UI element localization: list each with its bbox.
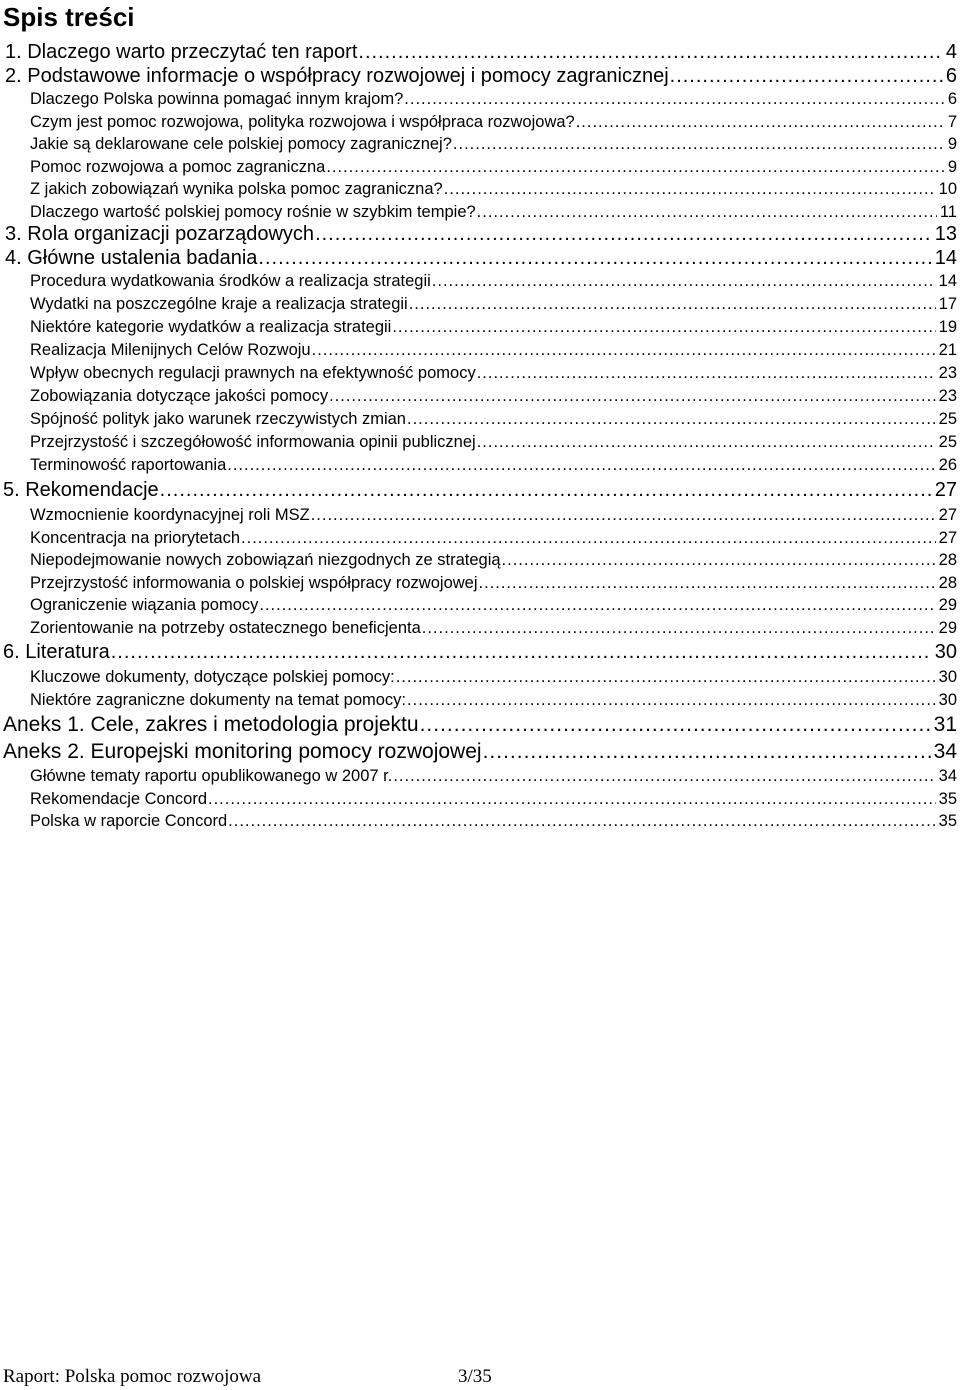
- toc-entry[interactable]: [0, 666, 960, 689]
- toc-entry-page-number: 23: [936, 385, 957, 408]
- toc-entry[interactable]: [0, 247, 960, 271]
- toc-entry-label: Przejrzystość informowania o polskiej współpracy rozwojowej: [30, 572, 479, 595]
- toc-dot-leader: [326, 156, 945, 179]
- toc-dot-leader: [407, 408, 936, 431]
- toc-entry-label: Czym jest pomoc rozwojowa, polityka rozwojowa i współpraca rozwojowa?: [30, 111, 576, 134]
- toc-dot-leader: [422, 617, 936, 640]
- toc-entry-label: Aneks 1. Cele, zakres i metodologia projektu: [3, 713, 419, 736]
- toc-entry[interactable]: [0, 293, 960, 316]
- toc-entry-page-number: 6: [943, 65, 957, 89]
- toc-entry-page-number: 6: [945, 88, 957, 111]
- toc-dot-leader: [420, 711, 931, 738]
- toc-entry-label: Wzmocnienie koordynacyjnej roli MSZ: [30, 504, 311, 527]
- toc-entry-label: Pomoc rozwojowa a pomoc zagraniczna: [30, 156, 326, 179]
- toc-dot-leader: [483, 738, 931, 765]
- toc-entry[interactable]: [0, 549, 960, 572]
- toc-entry[interactable]: [0, 316, 960, 339]
- toc-entry-label: Niektóre zagraniczne dokumenty na temat pomocy:: [30, 689, 407, 712]
- toc-entry-label: Niektóre kategorie wydatków a realizacja strategii: [30, 316, 392, 339]
- toc-entry-label: Koncentracja na priorytetach: [30, 527, 241, 550]
- toc-dot-leader: [258, 247, 931, 271]
- toc-dot-leader: [160, 477, 932, 504]
- toc-entry-label: Terminowość raportowania: [30, 454, 227, 477]
- toc-entry-label: Z jakich zobowiązań wynika polska pomoc zagraniczna?: [30, 178, 444, 201]
- toc-entry-page-number: 10: [936, 178, 957, 201]
- toc-entry-page-number: 7: [945, 111, 957, 134]
- toc-entry[interactable]: [0, 178, 960, 201]
- toc-entry-page-number: 34: [936, 765, 957, 788]
- toc-entry-page-number: 14: [936, 270, 957, 293]
- toc-dot-leader: [228, 810, 935, 833]
- toc-entry-page-number: 26: [936, 454, 957, 477]
- toc-entry[interactable]: [0, 270, 960, 293]
- toc-entry-page-number: 27: [932, 477, 957, 504]
- toc-entry-label: 3. Rola organizacji pozarządowych: [5, 223, 315, 245]
- toc-entry-label: Jakie są deklarowane cele polskiej pomocy zagranicznej?: [30, 133, 453, 156]
- toc-entry[interactable]: [0, 201, 960, 224]
- toc-dot-leader: [259, 594, 935, 617]
- toc-entry-page-number: 30: [936, 689, 957, 712]
- footer-page-number: 3/35: [458, 1366, 492, 1387]
- toc-entry-page-number: 31: [931, 711, 957, 738]
- toc-entry-page-number: 11: [937, 201, 957, 224]
- toc-dot-leader: [208, 788, 936, 811]
- toc-entry-page-number: 9: [945, 156, 957, 179]
- toc-entry-page-number: 25: [936, 431, 957, 454]
- toc-entry-label: Wpływ obecnych regulacji prawnych na efektywność pomocy: [30, 362, 477, 385]
- toc-dot-leader: [329, 385, 936, 408]
- toc-dot-leader: [453, 133, 945, 156]
- toc-entry[interactable]: [0, 223, 960, 247]
- toc-dot-leader: [227, 454, 935, 477]
- toc-entry[interactable]: [0, 504, 960, 527]
- toc-entry-label: 5. Rekomendacje: [3, 477, 160, 504]
- toc-dot-leader: [477, 201, 937, 224]
- toc-dot-leader: [432, 270, 936, 293]
- toc-entry-label: Spójność polityk jako warunek rzeczywistych zmian: [30, 408, 407, 431]
- toc-entry-label: Przejrzystość i szczegółowość informowania opinii publicznej: [30, 431, 477, 454]
- toc-dot-leader: [479, 572, 936, 595]
- toc-dot-leader: [241, 527, 936, 550]
- toc-entry-page-number: 29: [936, 594, 957, 617]
- toc-entry-page-number: 14: [932, 247, 957, 271]
- toc-entry-label: 2. Podstawowe informacje o współpracy rozwojowej i pomocy zagranicznej: [5, 64, 669, 87]
- toc-entry-page-number: 28: [936, 572, 957, 595]
- toc-entry-label: Zorientowanie na potrzeby ostatecznego beneficjenta: [30, 617, 422, 640]
- toc-entry-label: Dlaczego Polska powinna pomagać innym krajom?: [30, 88, 404, 111]
- toc-entry[interactable]: [0, 454, 960, 477]
- toc-dot-leader: [477, 431, 936, 454]
- toc-entry-page-number: 4: [943, 41, 957, 65]
- toc-dot-leader: [111, 639, 932, 666]
- toc-entry-page-number: 9: [945, 133, 957, 156]
- toc-dot-leader: [392, 316, 935, 339]
- toc-entry[interactable]: [0, 738, 960, 765]
- toc-entry[interactable]: [0, 594, 960, 617]
- toc-entry-page-number: 19: [936, 316, 957, 339]
- toc-entry-page-number: 27: [936, 504, 957, 527]
- toc-entry-label: Rekomendacje Concord: [30, 788, 208, 811]
- toc-entry-page-number: 29: [936, 617, 957, 640]
- toc-entry[interactable]: [0, 133, 960, 156]
- toc-dot-leader: [407, 689, 936, 712]
- toc-entry[interactable]: [0, 810, 960, 833]
- page-title: Spis treści: [3, 2, 135, 32]
- toc-dot-leader: [444, 178, 936, 201]
- toc-dot-leader: [404, 88, 945, 111]
- toc-entry-page-number: 35: [936, 788, 957, 811]
- toc-entry[interactable]: [0, 572, 960, 595]
- toc-dot-leader: [396, 666, 936, 689]
- toc-entry[interactable]: [0, 639, 960, 666]
- toc-entry[interactable]: [0, 431, 960, 454]
- toc-entry-page-number: 35: [936, 810, 957, 833]
- toc-entry-label: Kluczowe dokumenty, dotyczące polskiej pomocy:: [30, 666, 396, 689]
- toc-entry-label: Główne tematy raportu opublikowanego w 2007 r.: [30, 765, 393, 788]
- toc-entry[interactable]: [0, 156, 960, 179]
- toc-entry[interactable]: [0, 65, 960, 89]
- toc-dot-leader: [358, 41, 942, 65]
- toc-entry-label: Realizacja Milenijnych Celów Rozwoju: [30, 339, 312, 362]
- toc-entry-label: 1. Dlaczego warto przeczytać ten raport: [5, 41, 358, 63]
- toc-entry-page-number: 13: [932, 223, 957, 247]
- toc-entry-page-number: 30: [936, 666, 957, 689]
- page-footer: [3, 1366, 960, 1388]
- toc-entry[interactable]: [0, 527, 960, 550]
- toc-dot-leader: [477, 362, 936, 385]
- toc-entry[interactable]: [0, 617, 960, 640]
- toc-entry[interactable]: [0, 408, 960, 431]
- toc-entry-label: Polska w raporcie Concord: [30, 810, 228, 833]
- toc-entry-page-number: 23: [936, 362, 957, 385]
- toc-entry[interactable]: [0, 689, 960, 712]
- toc-dot-leader: [576, 111, 945, 134]
- toc-entry[interactable]: [0, 339, 960, 362]
- toc-entry-label: 4. Główne ustalenia badania: [5, 246, 258, 269]
- toc-entry-label: Aneks 2. Europejski monitoring pomocy rozwojowej: [3, 740, 482, 763]
- toc-entry-label: Ograniczenie wiązania pomocy: [30, 594, 259, 617]
- table-of-contents: [0, 41, 960, 833]
- toc-entry[interactable]: [0, 477, 960, 504]
- toc-entry-page-number: 27: [936, 527, 957, 550]
- toc-entry-page-number: 21: [936, 339, 957, 362]
- toc-entry[interactable]: [0, 41, 960, 65]
- toc-entry-label: Dlaczego wartość polskiej pomocy rośnie w szybkim tempie?: [30, 201, 477, 224]
- toc-dot-leader: [502, 549, 936, 572]
- toc-entry-page-number: 28: [936, 549, 957, 572]
- toc-entry[interactable]: [0, 111, 960, 134]
- toc-entry-page-number: 30: [932, 639, 957, 666]
- toc-entry-page-number: 17: [936, 293, 957, 316]
- toc-dot-leader: [311, 504, 936, 527]
- toc-entry-label: Niepodejmowanie nowych zobowiązań niezgodnych ze strategią: [30, 549, 502, 572]
- toc-entry-page-number: 34: [931, 738, 957, 765]
- toc-entry[interactable]: [0, 362, 960, 385]
- toc-entry[interactable]: [0, 711, 960, 738]
- toc-dot-leader: [312, 339, 936, 362]
- toc-entry[interactable]: [0, 788, 960, 811]
- toc-dot-leader: [393, 765, 935, 788]
- toc-entry[interactable]: [0, 385, 960, 408]
- toc-entry-label: Procedura wydatkowania środków a realizacja strategii: [30, 270, 432, 293]
- footer-report-title: Raport: Polska pomoc rozwojowa: [3, 1366, 262, 1387]
- toc-entry-page-number: 25: [936, 408, 957, 431]
- toc-dot-leader: [409, 293, 936, 316]
- toc-entry-label: Wydatki na poszczególne kraje a realizacja strategii: [30, 293, 409, 316]
- toc-entry[interactable]: [0, 765, 960, 788]
- toc-dot-leader: [315, 223, 932, 247]
- toc-entry-label: 6. Literatura: [3, 639, 111, 666]
- toc-dot-leader: [670, 65, 943, 89]
- toc-entry-label: Zobowiązania dotyczące jakości pomocy: [30, 385, 329, 408]
- toc-entry[interactable]: [0, 88, 960, 111]
